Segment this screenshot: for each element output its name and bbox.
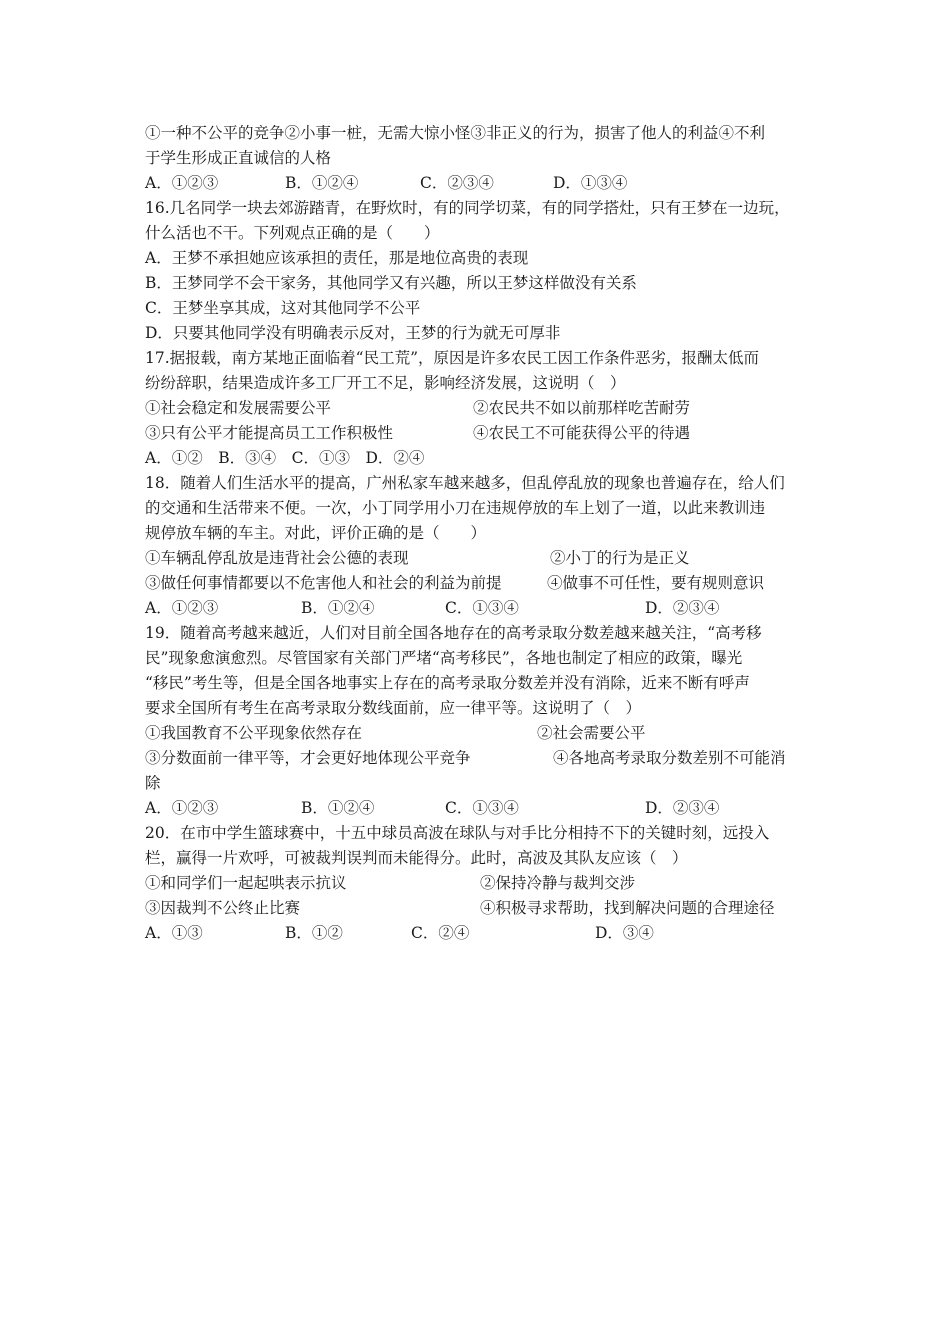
q15-statements: ①一种不公平的竞争②小事一桩，无需大惊小怪③非正义的行为，损害了他人的利益④不利 xyxy=(145,124,766,142)
q18-statement-3: ③做任何事情都要以不危害他人和社会的利益为前提 xyxy=(145,574,502,592)
q17-options-line xyxy=(145,446,815,471)
q20-statement-1: ①和同学们一起起哄表示抗议 xyxy=(145,874,347,892)
q18-stem-line-3 xyxy=(145,521,815,546)
q19-options xyxy=(145,796,815,821)
q17-statements-row-2 xyxy=(145,421,815,446)
q20-option-d: D．③④ xyxy=(595,924,654,942)
q17-statement-3: ③只有公平才能提高员工工作积极性 xyxy=(145,424,394,442)
q19-statement-1: ①我国教育不公平现象依然存在 xyxy=(145,724,363,742)
q19-option-d: D．②③④ xyxy=(645,799,720,817)
q20-statement-2: ②保持冷静与裁判交涉 xyxy=(480,874,636,892)
q18-option-b: B．①②④ xyxy=(301,599,375,617)
q17-stem: 17.据报载，南方某地正面临着“民工荒”，原因是许多农民工因工作条件恶劣，报酬太低而 xyxy=(145,349,760,367)
q18-statement-2: ②小丁的行为是正义 xyxy=(550,549,690,567)
q20-option-a: A．①③ xyxy=(145,924,203,942)
q19-statements-row-2 xyxy=(145,746,815,771)
q20-statements-row-1 xyxy=(145,871,815,896)
q15-option-d: D．①③④ xyxy=(553,174,628,192)
q18-statement-1: ①车辆乱停乱放是违背社会公德的表现 xyxy=(145,549,409,567)
q16-option-b: B．王梦同学不会干家务，其他同学又有兴趣，所以王梦这样做没有关系 xyxy=(145,274,637,292)
q15-statements-line-2 xyxy=(145,146,815,171)
q19-statement-2: ②社会需要公平 xyxy=(537,724,646,742)
q16-option-c-line xyxy=(145,296,815,321)
q15-option-a: A．①②③ xyxy=(145,174,219,192)
q16-stem-cont: 什么活也不干。下列观点正确的是（ ） xyxy=(145,224,440,242)
q19-option-a: A．①②③ xyxy=(145,799,219,817)
q17-statement-4: ④农民工不可能获得公平的待遇 xyxy=(473,424,691,442)
q16-option-a: A．王梦不承担她应该承担的责任，那是地位高贵的表现 xyxy=(145,249,529,267)
q19-stem: 19．随着高考越来越近，人们对目前全国各地存在的高考录取分数差越来越关注，“高考移 xyxy=(145,624,762,642)
q20-options xyxy=(145,921,815,946)
q19-option-b: B．①②④ xyxy=(301,799,375,817)
q19-stem-line-3 xyxy=(145,671,815,696)
q19-stem-line-4 xyxy=(145,696,815,721)
q20-stem-line-1 xyxy=(145,821,815,846)
q18-stem: 18．随着人们生活水平的提高，广州私家车越来越多，但乱停乱放的现象也普遍存在，给人们 xyxy=(145,474,785,492)
q15-statements-cont: 于学生形成正直诚信的人格 xyxy=(145,149,332,167)
q17-stem-line-1 xyxy=(145,346,815,371)
q20-statement-4: ④积极寻求帮助，找到解决问题的合理途径 xyxy=(480,899,775,917)
q19-stem-line-1 xyxy=(145,621,815,646)
q17-stem-cont: 纷纷辞职，结果造成许多工厂开工不足，影响经济发展，这说明（ ） xyxy=(145,374,626,392)
q19-stem-cont-2: “移民”考生等，但是全国各地事实上存在的高考录取分数差并没有消除，近来不断有呼声 xyxy=(145,674,750,692)
q18-statement-4: ④做事不可任性，要有规则意识 xyxy=(547,574,765,592)
q15-options xyxy=(145,171,815,196)
q16-stem-line-2 xyxy=(145,221,815,246)
q16-option-c: C．王梦坐享其成，这对其他同学不公平 xyxy=(145,299,421,317)
q20-statements-row-2 xyxy=(145,896,815,921)
q20-stem-line-2 xyxy=(145,846,815,871)
q20-option-c: C．②④ xyxy=(411,924,470,942)
q18-options xyxy=(145,596,815,621)
q19-stem-cont-3: 要求全国所有考生在高考录取分数线面前，应一律平等。这说明了（ ） xyxy=(145,699,642,717)
q19-statement-4-cont-line xyxy=(145,771,815,796)
q19-statement-4: ④各地高考录取分数差别不可能消 xyxy=(553,749,786,767)
q18-stem-line-2 xyxy=(145,496,815,521)
q19-statement-4-cont: 除 xyxy=(145,774,161,792)
q18-stem-cont-2: 规停放车辆的车主。对此，评价正确的是（ ） xyxy=(145,524,487,542)
q16-option-d: D．只要其他同学没有明确表示反对，王梦的行为就无可厚非 xyxy=(145,324,561,342)
q17-statement-2: ②农民共不如以前那样吃苦耐劳 xyxy=(473,399,691,417)
q20-stem: 20．在市中学生篮球赛中，十五中球员高波在球队与对手比分相持不下的关键时刻，远投入 xyxy=(145,824,770,842)
q19-statements-row-1 xyxy=(145,721,815,746)
q17-stem-line-2 xyxy=(145,371,815,396)
q15-statements-line-1 xyxy=(145,121,815,146)
q16-option-a-line xyxy=(145,246,815,271)
q18-stem-cont-1: 的交通和生活带来不便。一次，小丁同学用小刀在违规停放的车上划了一道，以此来教训违 xyxy=(145,499,766,517)
q15-option-b: B．①②④ xyxy=(285,174,359,192)
q17-statement-1: ①社会稳定和发展需要公平 xyxy=(145,399,332,417)
question-content xyxy=(145,121,815,946)
q20-option-b: B．①② xyxy=(285,924,343,942)
q19-stem-cont-1: 民”现象愈演愈烈。尽管国家有关部门严堵“高考移民”，各地也制定了相应的政策，曝光 xyxy=(145,649,743,667)
q18-option-a: A．①②③ xyxy=(145,599,219,617)
q19-statement-3: ③分数面前一律平等，才会更好地体现公平竞争 xyxy=(145,749,471,767)
q17-options: A．①② B．③④ C．①③ D．②④ xyxy=(145,449,425,467)
q18-option-c: C．①③④ xyxy=(445,599,519,617)
q18-statements-row-2 xyxy=(145,571,815,596)
q18-statements-row-1 xyxy=(145,546,815,571)
q20-statement-3: ③因裁判不公终止比赛 xyxy=(145,899,301,917)
q16-stem: 16.几名同学一块去郊游踏青，在野炊时，有的同学切菜，有的同学搭灶，只有王梦在一边玩， xyxy=(145,199,790,217)
q16-stem-line-1 xyxy=(145,196,815,221)
q18-stem-line-1 xyxy=(145,471,815,496)
q20-stem-cont: 栏，赢得一片欢呼，可被裁判误判而未能得分。此时，高波及其队友应该（ ） xyxy=(145,849,688,867)
q19-option-c: C．①③④ xyxy=(445,799,519,817)
q15-option-c: C．②③④ xyxy=(420,174,494,192)
q19-stem-line-2 xyxy=(145,646,815,671)
q18-option-d: D．②③④ xyxy=(645,599,720,617)
q17-statements-row-1 xyxy=(145,396,815,421)
q16-option-b-line xyxy=(145,271,815,296)
q16-option-d-line xyxy=(145,321,815,346)
